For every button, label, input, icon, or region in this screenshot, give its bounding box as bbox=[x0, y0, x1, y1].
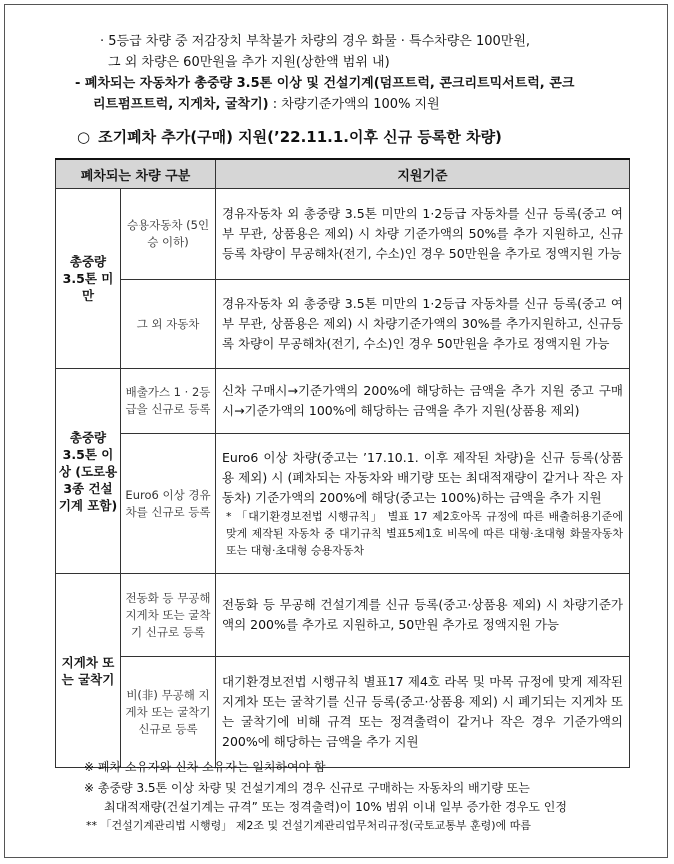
support-table bbox=[55, 158, 630, 768]
footnote-2-cont: 최대적재량(건설기계는 규격” 또는 정격출력)이 10% 범위 이내 일부 증가한 경우도 인정 bbox=[104, 800, 567, 814]
table-row bbox=[56, 280, 630, 369]
section-heading-text: 조기폐차 추가(구매) 지원(’22.11.1.이후 신규 등록한 차량) bbox=[98, 128, 502, 146]
row-sub-label: Euro6 이상 경유차를 신규로 등록 bbox=[121, 434, 216, 574]
row-criteria-text: Euro6 이상 차량(중고는 ’17.10.1. 이후 제작된 차량)을 신규 등록(상품용 제외) 시 (폐차되는 자동차와 배기량 또는 최대적재량이 같거나 작은 자동차) 기준가액의 200%에 해당(중고는 100%)하는 금액을 추가 지원 bbox=[222, 450, 623, 505]
intro-bullet-2-cont-bold: 리트펌프트럭, 지게차, 굴착기) bbox=[93, 97, 269, 112]
intro-bullet-2: - 폐차되는 자동차가 총중량 3.5톤 이상 및 건설기계(덤프트럭, 콘크리트믹서트럭, 콘크 bbox=[75, 76, 575, 91]
header-right: 지원기준 bbox=[216, 159, 630, 189]
row-criteria-text: 대기환경보전법 시행규칙 별표17 제4호 라목 및 마목 규정에 맞게 제작된 지게차 또는 굴착기를 신규 등록(중고·상품용 제외) 시 폐기되는 지게차 또는 굴착기에 비해 규격 또는 정격출력이 같거나 작은 경우 기준가액의 200%에 해당하는 금액을 추가 지원 bbox=[216, 657, 630, 768]
row-sub-label: 비(非) 무공해 지게차 또는 굴착기 신규로 등록 bbox=[121, 657, 216, 768]
group-label-over-3.5t: 총중량 3.5톤 이상 (도로용3종 건설기계 포함) bbox=[56, 369, 121, 574]
row-sub-label: 그 외 자동차 bbox=[121, 280, 216, 369]
row-sub-label: 전동화 등 무공해 지게차 또는 굴착기 신규로 등록 bbox=[121, 574, 216, 657]
table-header-row bbox=[56, 159, 630, 189]
row-sub-label: 배출가스 1 · 2등급을 신규로 등록 bbox=[121, 369, 216, 434]
circle-bullet-icon: ○ bbox=[77, 128, 91, 146]
header-left: 폐차되는 차량 구분 bbox=[56, 159, 216, 189]
intro-bullet-2-rest: : 차량기준가액의 100% 지원 bbox=[268, 97, 440, 112]
row-criteria-note: * 「대기환경보전법 시행규칙」 별표 17 제2호아목 규정에 따른 배출허용기준에 맞게 제작된 자동차 중 대기규칙 별표5제1호 비목에 따른 대형·초대형 화물자동차 또는 대형·초대형 승용자동차 bbox=[226, 510, 623, 557]
row-criteria-text: 전동화 등 무공해 건설기계를 신규 등록(중고·상품용 제외) 시 차량기준가액의 200%를 추가로 지원하고, 50만원 추가로 정액지원 가능 bbox=[216, 574, 630, 657]
table-row bbox=[56, 189, 630, 280]
row-criteria-text: 경유자동차 외 총중량 3.5톤 미만의 1·2등급 자동차를 신규 등록(중고 여부 무관, 상품용은 제외) 시 차량 기준가액의 50%를 추가 지원하고, 신규 등록 차량이 무공해차(전기, 수소)인 경우 50만원을 추가로 정액지원 가능 bbox=[216, 189, 630, 280]
footnote-3: ** 「건설기계관리법 시행령」 제2조 및 건설기계관리업무처리규정(국토교통부 훈령)에 따름 bbox=[86, 819, 531, 832]
table-row bbox=[56, 434, 630, 574]
group-label-forklift-excavator: 지게차 또는 굴착기 bbox=[56, 574, 121, 768]
row-criteria-text: 경유자동차 외 총중량 3.5톤 미만의 1·2등급 자동차를 신규 등록(중고 여부 무관, 상품용은 제외) 시 차량기준가액의 30%를 추가지원하고, 신규등록 차량이 무공해차(전기, 수소)인 경우 50만원을 추가로 정액지원 가능 bbox=[216, 280, 630, 369]
section-heading bbox=[77, 126, 502, 147]
row-sub-label: 승용자동차 (5인승 이하) bbox=[121, 189, 216, 280]
intro-bullet-1: · 5등급 차량 중 저감장치 부착불가 차량의 경우 화물 · 특수차량은 100만원, bbox=[100, 34, 531, 49]
footnote-1: ※ 폐차 소유자와 신차 소유자는 일치하여야 함 bbox=[84, 760, 326, 774]
group-label-under-3.5t: 총중량 3.5톤 미만 bbox=[56, 189, 121, 369]
row-criteria-text: 신차 구매시→기준가액의 200%에 해당하는 금액을 추가 지원 중고 구매시→기준가액의 100%에 해당하는 금액을 추가 지원(상품용 제외) bbox=[216, 369, 630, 434]
footnote-2: ※ 총중량 3.5톤 이상 차량 및 건설기계의 경우 신규로 구매하는 자동차의 배기량 또는 bbox=[84, 781, 530, 795]
row-criteria-cell bbox=[216, 434, 630, 574]
table-row bbox=[56, 574, 630, 657]
table-row bbox=[56, 657, 630, 768]
table-row bbox=[56, 369, 630, 434]
intro-bullet-2-cont bbox=[93, 96, 440, 114]
intro-bullet-1-cont: 그 외 차량은 60만원을 추가 지원(상한액 범위 내) bbox=[108, 55, 390, 70]
